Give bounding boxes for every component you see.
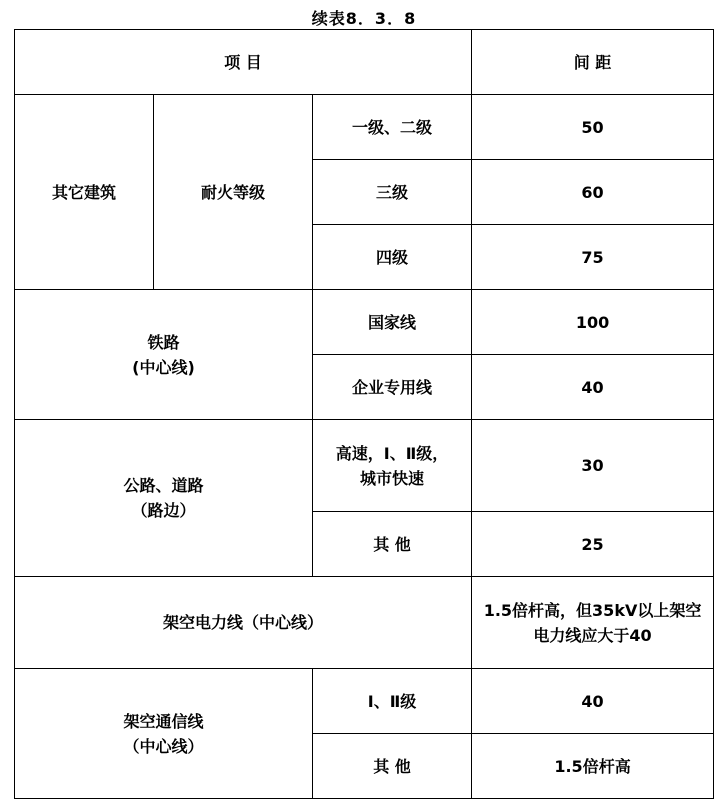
table-row <box>15 669 714 734</box>
other-building-cell: 其它建筑 <box>15 95 154 290</box>
grade-1-2-value: 50 <box>472 95 714 160</box>
expressway-line1: 高速，Ⅰ、Ⅱ级， <box>335 443 449 463</box>
header-item: 项 目 <box>15 30 472 95</box>
table-caption: 续表8．3．8 <box>311 9 417 28</box>
power-line-cell: 架空电力线（中心线） <box>15 577 472 669</box>
expressway-value: 30 <box>472 420 714 512</box>
telecom-grade-cell: Ⅰ、Ⅱ级 <box>313 669 472 734</box>
table-header-row <box>15 30 714 95</box>
highway-other-value: 25 <box>472 512 714 577</box>
telecom-grade-value: 40 <box>472 669 714 734</box>
national-line-cell: 国家线 <box>313 290 472 355</box>
power-line-value-line1: 1.5倍杆高，但35kV以上架空 <box>483 600 702 620</box>
grade-3-value: 60 <box>472 160 714 225</box>
railway-cell <box>15 290 313 420</box>
table-row <box>15 577 714 669</box>
table-row <box>15 95 714 160</box>
fire-rating-cell: 耐火等级 <box>154 95 313 290</box>
spacing-table <box>14 29 714 799</box>
highway-label: 公路、道路 <box>123 476 204 495</box>
telecom-other-value: 1.5倍杆高 <box>472 734 714 799</box>
telecom-note: （中心线） <box>123 736 204 756</box>
expressway-cell <box>313 420 472 512</box>
national-line-value: 100 <box>472 290 714 355</box>
enterprise-line-cell: 企业专用线 <box>313 355 472 420</box>
grade-3-cell: 三级 <box>313 160 472 225</box>
railway-note: (中心线) <box>132 357 195 377</box>
header-distance: 间 距 <box>472 30 714 95</box>
grade-4-cell: 四级 <box>313 225 472 290</box>
telecom-cell <box>15 669 313 799</box>
telecom-label: 架空通信线 <box>123 711 204 731</box>
table-row <box>15 420 714 512</box>
grade-1-2-cell: 一级、二级 <box>313 95 472 160</box>
highway-other-cell: 其 他 <box>313 512 472 577</box>
highway-note: （路边） <box>131 501 196 520</box>
power-line-value-line2: 电力线应大于40 <box>533 625 652 645</box>
telecom-other-cell: 其 他 <box>313 734 472 799</box>
highway-cell <box>15 420 313 577</box>
enterprise-line-value: 40 <box>472 355 714 420</box>
power-line-value <box>472 577 714 669</box>
railway-label: 铁路 <box>147 332 180 352</box>
grade-4-value: 75 <box>472 225 714 290</box>
table-row <box>15 290 714 355</box>
expressway-line2: 城市快速 <box>360 468 425 488</box>
